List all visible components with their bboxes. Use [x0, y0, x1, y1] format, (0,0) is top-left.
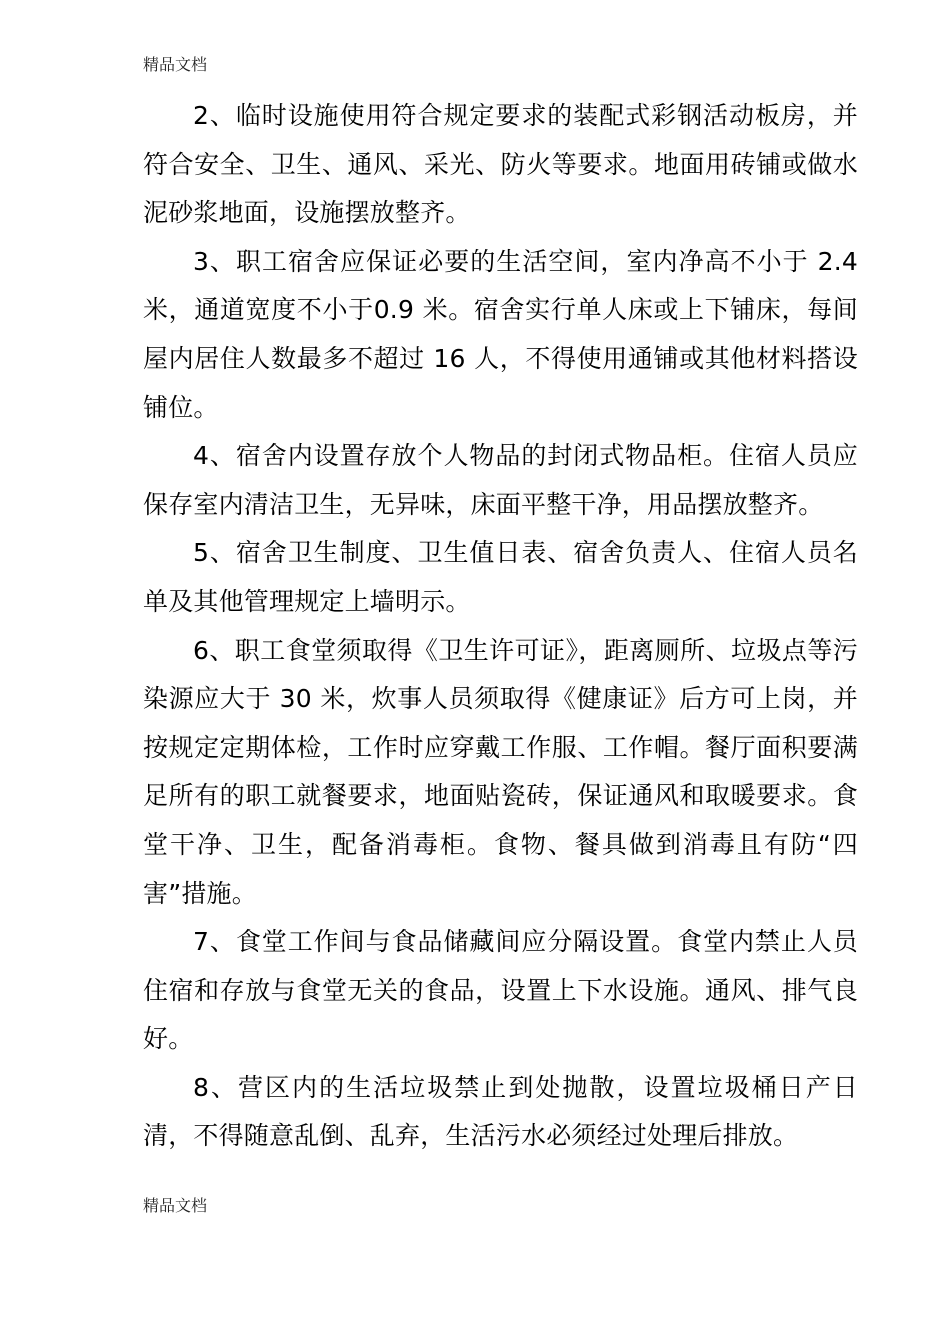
paragraph-item-5: 5、宿舍卫生制度、卫生值日表、宿舍负责人、住宿人员名单及其他管理规定上墙明示。	[143, 538, 858, 616]
page-header-label: 精品文档	[143, 55, 208, 74]
paragraph-item-6: 6、职工食堂须取得《卫生许可证》，距离厕所、垃圾点等污染源应大于 30 米，炊事人员须取得《健康证》后方可上岗，并按规定定期体检，工作时应穿戴工作服、工作帽。餐厅面积要满足所有的职工就餐要求，地面贴瓷砖，保证通风和取暖要求。食堂干净、卫生，配备消毒柜。食物、餐具做到消毒且有防“四害”措施。	[143, 635, 858, 908]
paragraph-item-2: 2、临时设施使用符合规定要求的装配式彩钢活动板房，并符合安全、卫生、通风、采光、防火等要求。地面用砖铺或做水泥砂浆地面，设施摆放整齐。	[143, 101, 858, 228]
paragraph-item-4: 4、宿舍内设置存放个人物品的封闭式物品柜。住宿人员应保存室内清洁卫生，无异味，床面平整干净，用品摆放整齐。	[143, 441, 858, 519]
paragraph-item-3: 3、职工宿舍应保证必要的生活空间，室内净高不小于 2.4 米，通道宽度不小于0.9 米。宿舍实行单人床或上下铺床，每间屋内居住人数最多不超过 16 人，不得使用通铺或其他材料搭设铺位。	[143, 246, 858, 422]
paragraph-item-8: 8、营区内的生活垃圾禁止到处抛散，设置垃圾桶日产日清，不得随意乱倒、乱弃，生活污水必须经过处理后排放。	[143, 1072, 858, 1151]
document-body	[143, 92, 858, 1161]
page-footer-label: 精品文档	[143, 1196, 208, 1215]
paragraph-item-7: 7、食堂工作间与食品储藏间应分隔设置。食堂内禁止人员住宿和存放与食堂无关的食品，设置上下水设施。通风、排气良好。	[143, 927, 858, 1054]
